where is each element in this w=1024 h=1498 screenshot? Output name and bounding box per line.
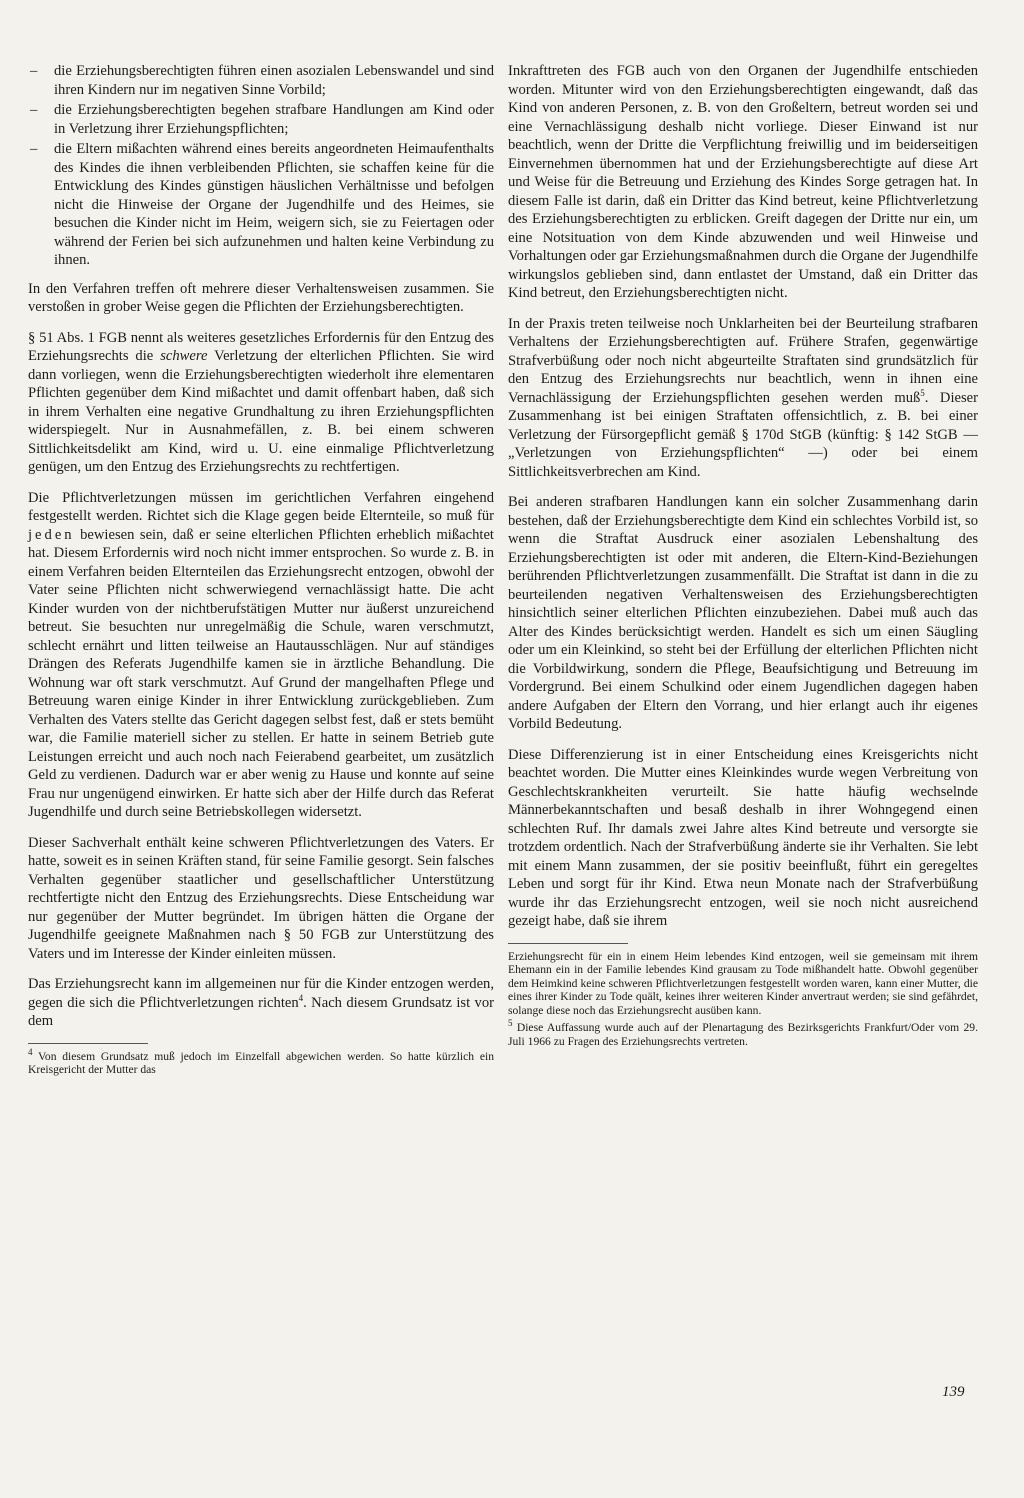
bullet-text: die Erziehungsberechtigten begehen strafbare Handlungen am Kind oder in Verletzung ihrer Erziehungspflichten; [54, 102, 494, 137]
paragraph-text: bewiesen sein, daß er seine elterlichen Pflichten erheblich mißachtet hat. Diesem Erfordernis wird noch nicht immer entsprochen. So wurde z. B. in einem Verfahren beiden Elternteilen das Erziehungsrecht entzogen, obwohl der Vater seine Pflichten nicht schwerwiegend vernachlässigt hatte. Die acht Kinder wurden von der nichtberufstätigen Mutter nur äußerst unzureichend betreut. Sie besuchten nur unregelmäßig die Schule, waren verschmutzt, schlecht ernährt und litten teilweise an Hautausschlägen. Nur auf ständiges Drängen des Referats Jugendhilfe kamen sie in ärztliche Behandlung. Die Wohnung war oft stark verschmutzt. Auf Grund der mangelhaften Pflege und Betreuung waren einige Kinder in ihrer Entwicklung zurückgeblieben. Zum Verhalten des Vaters stellte das Gericht dagegen selbst fest, daß er stets bemüht war, die Familie materiell sicher zu stellen. Er hatte in seinem Betrieb gute Leistungen erreicht und auch noch nach Feierabend gearbeitet, um zusätzlich Geld zu verdienen. Dadurch war er aber wenig zu Hause und konnte auf seine Frau nur ungenügend einwirken. Er hatte sich aber der Hilfe durch das Referat Jugendhilfe und durch seine Betriebskollegen widersetzt. [28, 526, 494, 820]
paragraph [28, 975, 494, 1031]
paragraph-text: In der Praxis treten teilweise noch Unklarheiten bei der Beurteilung strafbaren Verhaltens der Erziehungsberechtigten auf. Frühere Strafen, gegenwärtige Strafverbüßung oder noch nicht abgeurteilte Straftaten sind grundsätzlich für den Entzug des Erziehungsrechts nur beachtlich, wenn in ihnen eine Vernachlässigung der Erziehungspflichten gesehen werden muß [508, 315, 978, 406]
paragraph [28, 329, 494, 477]
list-item [28, 101, 494, 138]
footnote-ref: 5 [920, 387, 925, 398]
left-column [28, 62, 494, 1081]
footnote-ref: 4 [298, 992, 304, 1003]
emphasis-text: schwere [160, 348, 208, 364]
paragraph: Inkrafttreten des FGB auch von den Organen der Jugendhilfe entschieden worden. Mitunter wird von den Erziehungsberechtigten eingewandt, daß das Kind von anderen Personen, z. B. von den Großeltern, betreut worden sei und eine Vernachlässigung deshalb nicht vorliege. Dieser Einwand ist nur beachtlich, wenn der Dritte die Verpflichtung freiwillig und im beiderseitigen Einvernehmen übernommen hat und der Erziehungsberechtigte auf diese Art und Weise für die Betreuung und Erziehung des Kindes Sorge getragen hat. In diesem Falle ist darin, daß ein Dritter das Kind betreut, keine Pflichtverletzung des Erziehungsberechtigten zu erblicken. Greift dagegen der Dritte nur ein, um eine Notsituation von dem Kinde abzuwenden und weil Hinweise und Vorhaltungen oder gar Erziehungsmaßnahmen durch die Organe der Jugendhilfe wirkungslos geblieben sind, dann entlastet der Umstand, daß ein Dritter das Kind betreut, den Erziehungsberechtigten nicht. [508, 63, 978, 301]
paragraph-text: Verletzung der elterlichen Pflichten. Sie wird dann vorliegen, wenn die Erziehungsberechtigten wiederholt ihre elementaren Pflichten gegenüber dem Kind mißachtet und damit offenbart haben, daß sich in ihrem Verhalten eine negative Grundhaltung zu ihren Erziehungspflichten widerspiegelt. Nur in Ausnahmefällen, z. B. bei einem schweren Sittlichkeitsdelikt am Kind, wird u. U. eine einmalige Pflichtverletzung genügen, um den Entzug des Erziehungsrechts zu rechtfertigen. [28, 348, 494, 475]
footnote [28, 1046, 494, 1077]
right-column [508, 62, 978, 1053]
bullet-dash: – [30, 102, 38, 118]
bullet-text: die Eltern mißachten während eines bereits angeordneten Heimaufenthalts des Kindes die ihnen verbleibenden Pflichten, sie schaffen keine für die Entwicklung des Kindes günstigen häuslichen Verhältnisse und befolgen nicht die Hinweise der Organe der Jugendhilfe und des Heimes, sie besuchen die Kinder nicht im Heim, weigern sich, sie zu Feiertagen oder während der Ferien bei sich aufzunehmen und halten keine Verbindung zu ihnen. [54, 141, 494, 268]
footnote-continuation: Erziehungsrecht für ein in einem Heim lebendes Kind entzogen, weil sie gemeinsam mit ihrem Ehemann ein in der Familie lebendes Kind grausam zu Tode mißhandelt hatte. Obwohl gegenüber dem Heimkind keine schweren Pflichtverletzungen festgestellt worden waren, kann einer Mutter, die eines ihrer Kinder zu Tode quält, keines ihrer weiteren Kinder anvertraut werden; sie sind gefährdet, solange diese noch das Erziehungsrecht ausüben kann. [508, 949, 978, 1017]
list-item [28, 140, 494, 270]
footnote-text: Von diesem Grundsatz muß jedoch im Einzelfall abgewichen werden. So hatte kürzlich ein Kreisgericht der Mutter das [28, 1049, 494, 1077]
paragraph-text: § 51 Abs. 1 FGB nennt als weiteres gesetzliches Erfordernis für den Entzug des Erziehungsrechts die [28, 329, 494, 364]
footnote-number: 4 [28, 1046, 33, 1057]
paragraph-text: . Dieser Zusammenhang ist bei einigen Straftaten offensichtlich, z. B. bei einer Verletzung der Fürsorgepflicht gemäß § 170d StGB (künftig: § 142 StGB — „Verletzungen von Erziehungspflichten“ —) oder bei einem Sittlichkeitsverbrechen am Kind. [508, 389, 978, 480]
footnote-text: Diese Auffassung wurde auch auf der Plenartagung des Bezirksgerichts Frankfurt/Oder vom 29. Juli 1966 zu Fragen des Erziehungsrechts vertreten. [508, 1021, 978, 1049]
paragraph: Diese Differenzierung ist in einer Entscheidung eines Kreisgerichts nicht beachtet worden. Die Mutter eines Kleinkindes wurde wegen Verbreitung von Geschlechtskrankheiten verurteilt. Sie hatte häufig wechselnde Männerbekanntschaften und besaß deshalb in ihrer Wohngegend einen schlechten Ruf. Ihr damals zwei Jahre altes Kind betreute und versorgte sie trotzdem ordentlich. Nach der Strafverbüßung änderte sie ihr Verhalten. Sie lebt mit einem Mann zusammen, der sie positiv beeinflußt, führt ein geregeltes Leben und sorgt für ihr Kind. Etwa neun Monate nach der Strafverbüßung wurde ihr das Erziehungsrecht entzogen, weil sie noch nicht ausreichend gezeigt habe, daß sie ihrem [508, 746, 978, 929]
footnote-number: 5 [508, 1018, 513, 1029]
paragraph-text: . Nach diesem Grundsatz ist vor dem [28, 994, 494, 1029]
footnote-divider [28, 1043, 148, 1044]
list-item [28, 62, 494, 99]
footnote [508, 1018, 978, 1049]
bullet-dash: – [30, 141, 38, 157]
bullet-list [28, 62, 494, 270]
paragraph: Bei anderen strafbaren Handlungen kann ein solcher Zusammenhang darin bestehen, daß der Erziehungsberechtigte dem Kind ein schlechtes Vorbild ist, so wenn die Straftat Ausdruck einer asozialen Lebenshaltung des Erziehungsberechtigten ist oder mit anderen, die Eltern-Kind-Beziehungen berührenden Pflichtverletzungen zusammenfällt. Die Straftat ist dann in die zu beurteilenden negativen Verhaltensweisen des Erziehungsberechtigten hinsichtlich seiner elterlichen Pflichten einzubeziehen. Dabei muß auch das Alter des Kindes berücksichtigt werden. Handelt es sich um einen Säugling oder um ein Kleinkind, so steht bei der Erfüllung der elterlichen Pflichten nicht die Vorbildwirkung, sondern die Pflege, Beaufsichtigung und Betreuung im Vordergrund. Bei einem Schulkind oder einem Jugendlichen dagegen haben andere Aufgaben der Eltern den Vorrang, und hier erlangt auch ihr eigenes Vorbild Bedeutung. [508, 494, 978, 732]
paragraph [508, 315, 978, 482]
paragraph: Dieser Sachverhalt enthält keine schweren Pflichtverletzungen des Vaters. Er hatte, soweit es in seinen Kräften stand, für seine Familie gesorgt. Sein falsches Verhalten gegenüber staatlicher und gesellschaftlicher Unterstützung rechtfertigte nicht den Entzug des Erziehungsrechts. Diese Entscheidung war nur gegenüber der Mutter begründet. Im übrigen hätten die Organe der Jugendhilfe geeignete Maßnahmen nach § 50 FGB zur Unterstützung des Vaters und im Interesse der Kinder einleiten müssen. [28, 834, 494, 962]
paragraph: In den Verfahren treffen oft mehrere dieser Verhaltensweisen zusammen. Sie verstoßen in grober Weise gegen die Pflichten der Erziehungsberechtigten. [28, 280, 494, 315]
page-number: 139 [942, 1384, 965, 1400]
bullet-dash: – [30, 63, 38, 79]
paragraph [28, 489, 494, 822]
bullet-text: die Erziehungsberechtigten führen einen asozialen Lebenswandel und sind ihren Kindern nur im negativen Sinne Vorbild; [54, 63, 494, 98]
paragraph-text: Das Erziehungsrecht kann im allgemeinen nur für die Kinder entzogen werden, gegen die sich die Pflichtverletzungen richten [28, 976, 494, 1011]
paragraph-text: Die Pflichtverletzungen müssen im gerichtlichen Verfahren eingehend festgestellt werden. Richtet sich die Klage gegen beide Elternteile, so muß für [28, 489, 494, 524]
footnote-divider [508, 943, 628, 944]
spaced-text: jeden [28, 526, 75, 543]
